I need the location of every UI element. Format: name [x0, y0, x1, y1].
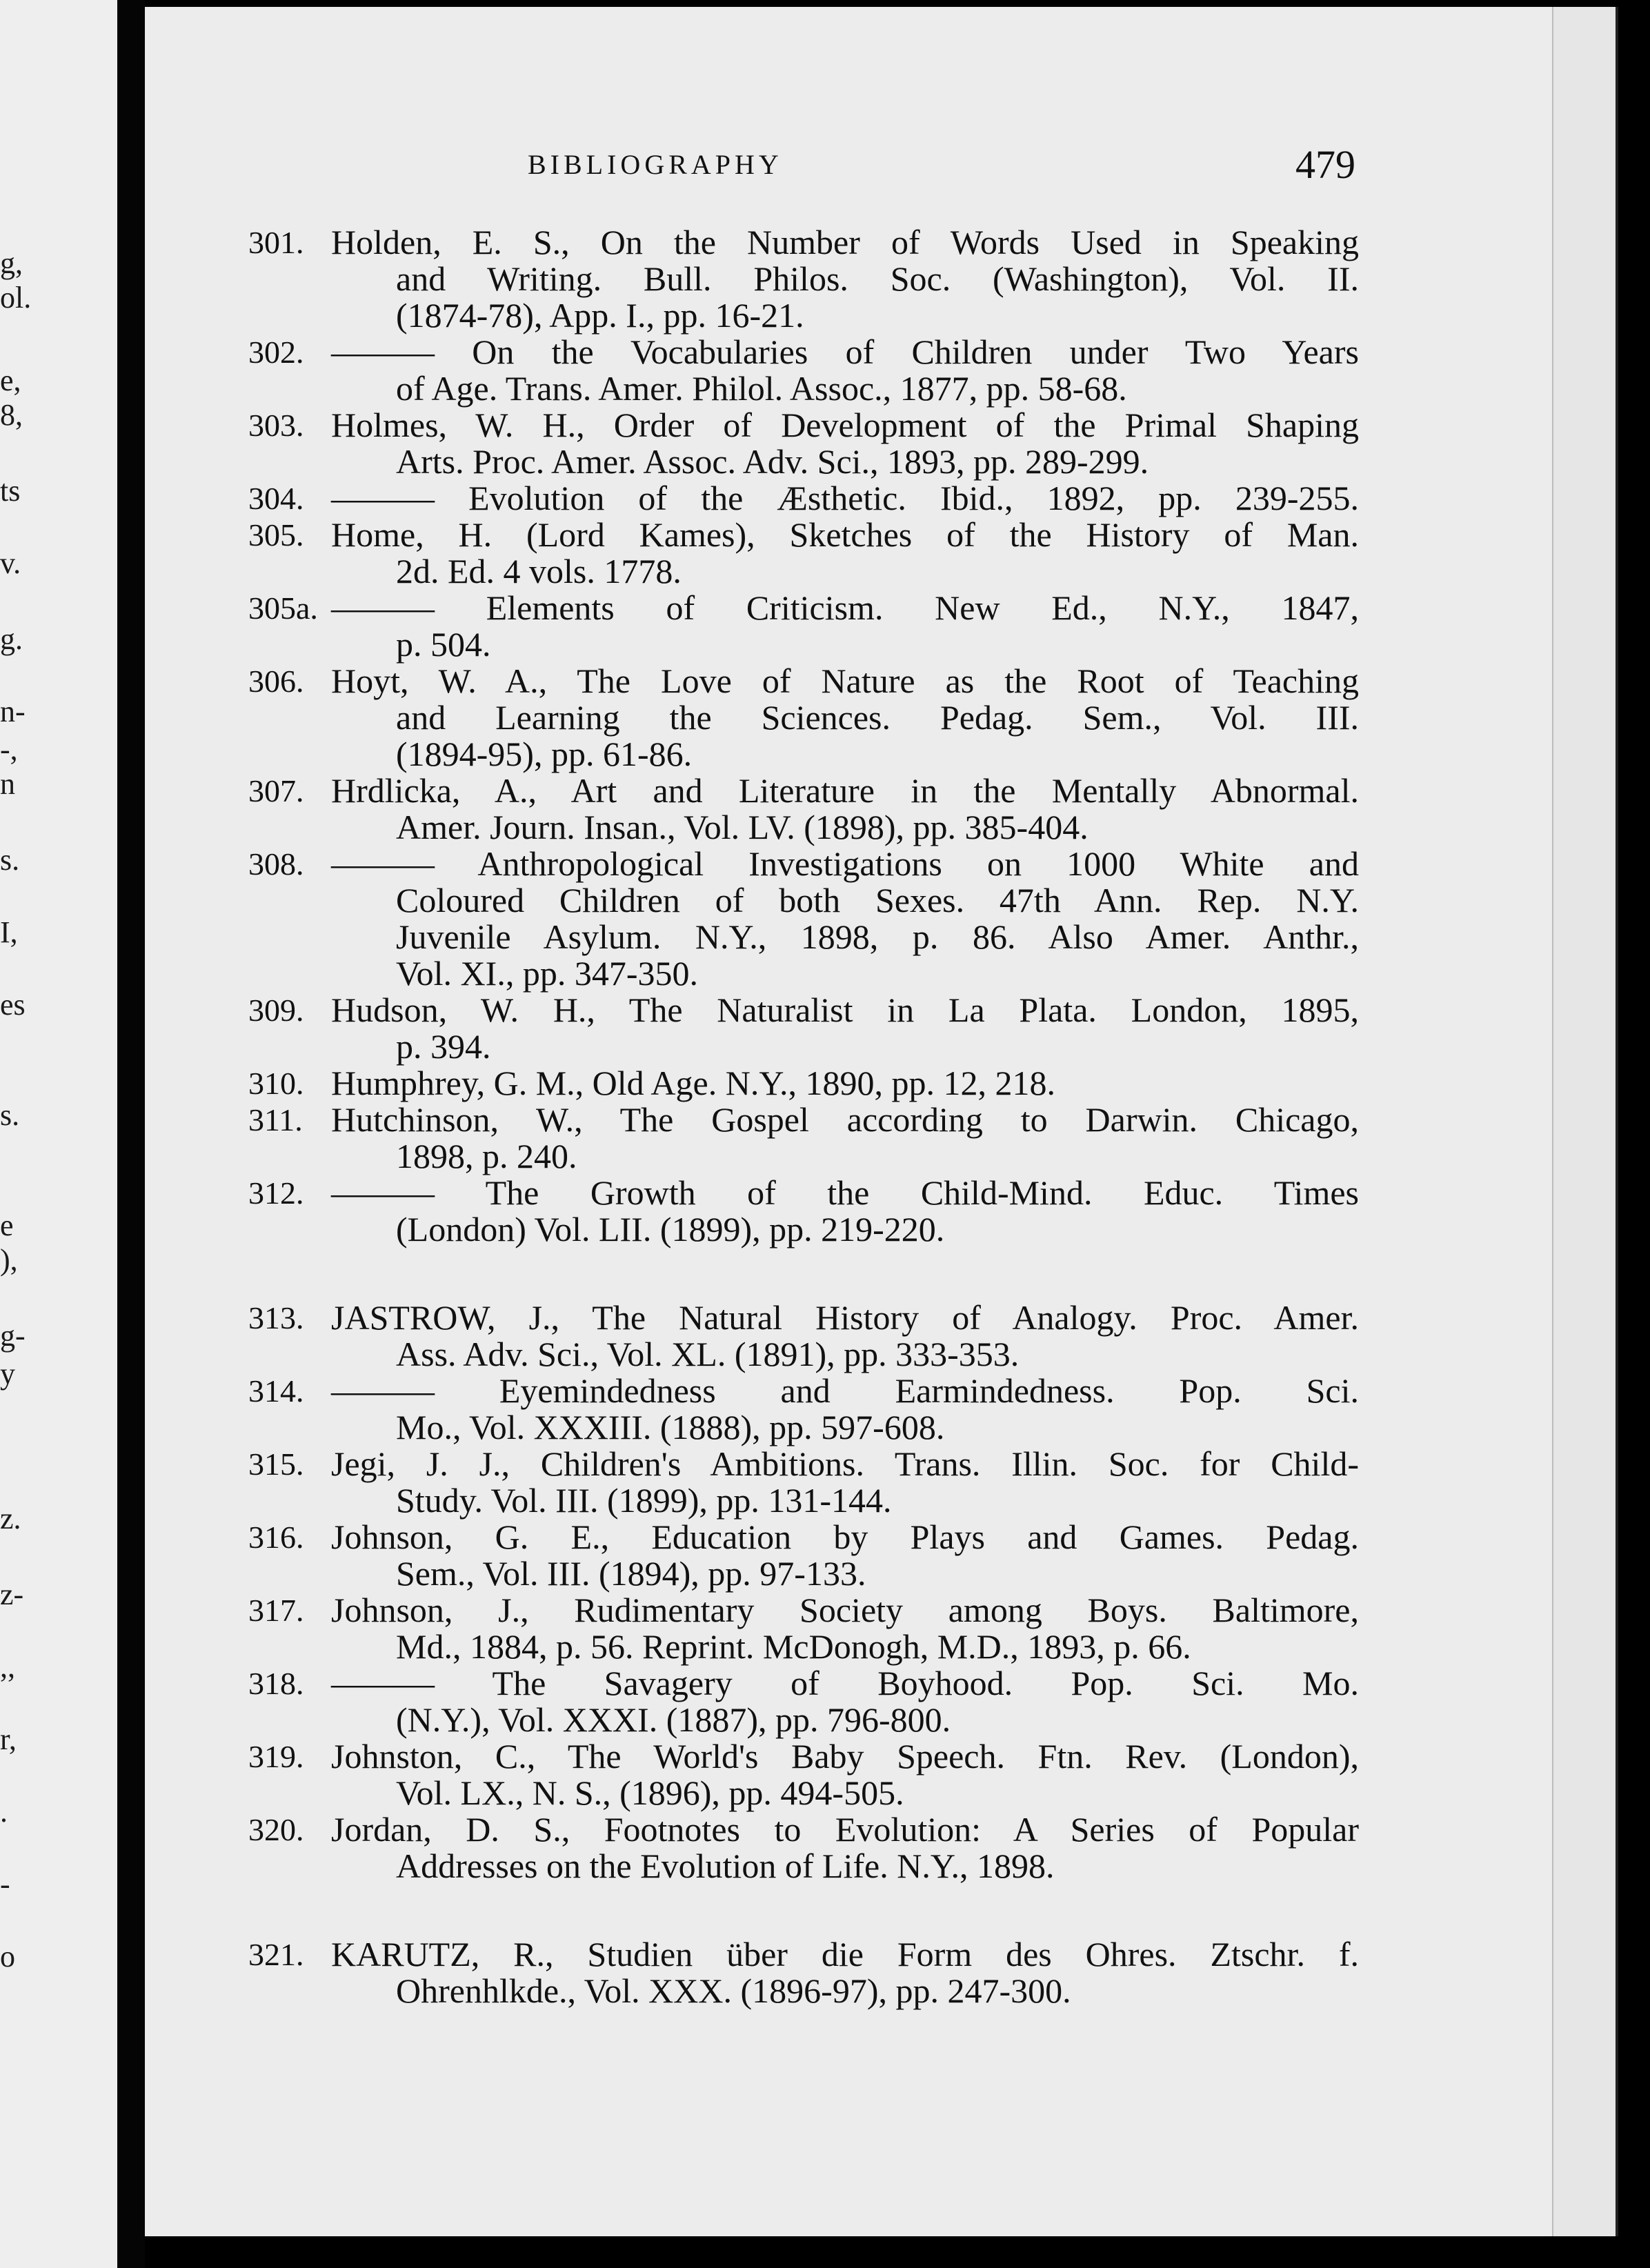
facing-page-edge [0, 0, 117, 2268]
entry-line: ——— Eyemindedness and Earmindedness. Pop. Sci. [331, 1371, 1359, 1410]
entry-line: Vol. LX., N. S., (1896), pp. 494-505. [396, 1773, 904, 1812]
entry-line: Juvenile Asylum. N.Y., 1898, p. 86. Also Amer. Anthr., [396, 917, 1359, 956]
bibliography-entry [248, 1298, 1359, 1373]
facing-page-fragment: v. [0, 546, 21, 580]
entry-number: 310. [248, 1066, 304, 1101]
entry-line: Ass. Adv. Sci., Vol. XL. (1891), pp. 333-353. [396, 1335, 1020, 1373]
bibliography-entry [248, 588, 1359, 664]
entry-line: and Writing. Bull. Philos. Soc. (Washington), Vol. II. [396, 259, 1359, 298]
facing-page-fragment: 8, [0, 398, 23, 432]
entry-line: Coloured Children of both Sexes. 47th Ann. Rep. N.Y. [396, 881, 1359, 919]
facing-page-fragment: z- [0, 1578, 24, 1611]
entry-line: Humphrey, G. M., Old Age. N.Y., 1890, pp. 12, 218. [331, 1064, 1055, 1102]
bibliography-entry [248, 1518, 1359, 1593]
entry-line: (N.Y.), Vol. XXXI. (1887), pp. 796-800. [396, 1700, 951, 1739]
entry-line: Hudson, W. H., The Naturalist in La Plata. London, 1895, [331, 991, 1359, 1029]
facing-page-fragment: z. [0, 1502, 21, 1535]
page-fore-edge [1552, 7, 1616, 2236]
entry-line: JASTROW, J., The Natural History of Analogy. Proc. Amer. [331, 1298, 1359, 1337]
bibliography-entry [248, 1935, 1359, 2010]
entry-number: 321. [248, 1937, 304, 1972]
bibliography-entry [248, 662, 1359, 773]
bibliography-list [248, 223, 1359, 2010]
entry-line: (London) Vol. LII. (1899), pp. 219-220. [396, 1210, 945, 1249]
facing-page-fragment: e [0, 1208, 14, 1242]
entry-line: Vol. XI., pp. 347-350. [396, 954, 698, 993]
section-gap [255, 1884, 1359, 1936]
entry-line: p. 394. [396, 1027, 491, 1066]
section-gap [255, 1248, 1359, 1300]
bibliography-entry [248, 1100, 1359, 1175]
entry-line: Holden, E. S., On the Number of Words Used in Speaking [331, 223, 1359, 261]
facing-page-fragment: s. [0, 843, 20, 877]
bibliography-entry [248, 771, 1359, 846]
facing-page-fragment: ts [0, 474, 21, 508]
bibliography-entry [248, 479, 1359, 517]
facing-page-fragment: n- [0, 695, 26, 728]
entry-number: 302. [248, 335, 304, 370]
entry-line: ——— On the Vocabularies of Children under Two Years [331, 332, 1359, 371]
entry-line: Md., 1884, p. 56. Reprint. McDonogh, M.D., 1893, p. 66. [396, 1627, 1191, 1666]
entry-line: Mo., Vol. XXXIII. (1888), pp. 597-608. [396, 1408, 945, 1446]
entry-line: ——— Anthropological Investigations on 1000 White and [331, 844, 1359, 883]
facing-page-fragment: s. [0, 1098, 20, 1132]
entry-number: 304. [248, 481, 304, 516]
running-head: BIBLIOGRAPHY [528, 149, 783, 180]
entry-line: ——— Elements of Criticism. New Ed., N.Y., 1847, [331, 588, 1359, 627]
entry-number: 311. [248, 1102, 303, 1137]
page-number: 479 [1295, 142, 1355, 187]
entry-line: Hrdlicka, A., Art and Literature in the Mentally Abnormal. [331, 771, 1359, 810]
entry-line: (1894-95), pp. 61-86. [396, 735, 693, 773]
entry-line: Johnson, G. E., Education by Plays and Games. Pedag. [331, 1518, 1359, 1556]
bibliography-entry [248, 1064, 1359, 1102]
entry-line: Amer. Journ. Insan., Vol. LV. (1898), pp. 385-404. [396, 808, 1089, 846]
entry-line: Home, H. (Lord Kames), Sketches of the History of Man. [331, 515, 1359, 554]
entry-line: Johnson, J., Rudimentary Society among Boys. Baltimore, [331, 1591, 1359, 1629]
entry-number: 320. [248, 1812, 304, 1847]
entry-line: Hoyt, W. A., The Love of Nature as the Root of Teaching [331, 662, 1359, 700]
entry-line: (1874-78), App. I., pp. 16-21. [396, 296, 804, 335]
entry-line: Jegi, J. J., Children's Ambitions. Trans. Illin. Soc. for Child- [331, 1444, 1359, 1483]
facing-page-fragment: ,, [0, 1650, 15, 1684]
entry-line: 1898, p. 240. [396, 1137, 577, 1175]
bibliography-entry [248, 1737, 1359, 1812]
entry-line: KARUTZ, R., Studien über die Form des Ohres. Ztschr. f. [331, 1935, 1359, 1973]
entry-number: 303. [248, 408, 304, 443]
entry-number: 306. [248, 664, 304, 699]
facing-page-fragment: ol. [0, 281, 32, 315]
entry-number: 315. [248, 1446, 304, 1482]
entry-line: Study. Vol. III. (1899), pp. 131-144. [396, 1481, 892, 1520]
book-gutter [117, 0, 145, 2268]
bibliography-entry [248, 1371, 1359, 1446]
entry-number: 305a. [248, 590, 318, 626]
entry-number: 317. [248, 1593, 304, 1628]
entry-line: p. 504. [396, 625, 491, 664]
bibliography-entry [248, 1664, 1359, 1739]
facing-page-fragment: r, [0, 1722, 17, 1756]
entry-line: ——— The Savagery of Boyhood. Pop. Sci. Mo. [331, 1664, 1359, 1702]
entry-line: and Learning the Sciences. Pedag. Sem., Vol. III. [396, 698, 1359, 737]
facing-page-fragment: I, [0, 915, 18, 949]
entry-line: Sem., Vol. III. (1894), pp. 97-133. [396, 1554, 866, 1593]
facing-page-fragment: es [0, 988, 26, 1022]
bibliography-entry [248, 223, 1359, 335]
entry-line: ——— The Growth of the Child-Mind. Educ. Times [331, 1173, 1359, 1212]
bibliography-entry [248, 991, 1359, 1066]
facing-page-fragment: ), [0, 1243, 18, 1277]
bibliography-entry [248, 406, 1359, 481]
bibliography-entry [248, 1591, 1359, 1666]
entry-number: 314. [248, 1373, 304, 1409]
facing-page-fragment: n [0, 767, 15, 801]
entry-number: 318. [248, 1666, 304, 1701]
entry-line: Addresses on the Evolution of Life. N.Y., 1898. [396, 1847, 1055, 1885]
facing-page-fragment: g. [0, 622, 23, 656]
facing-page-fragment: - [0, 1867, 10, 1901]
entry-line: Ohrenhlkde., Vol. XXX. (1896-97), pp. 247-300. [396, 1971, 1071, 2010]
entry-number: 313. [248, 1300, 304, 1335]
entry-line: Arts. Proc. Amer. Assoc. Adv. Sci., 1893, pp. 289-299. [396, 442, 1149, 481]
entry-number: 301. [248, 225, 304, 260]
entry-number: 309. [248, 993, 304, 1028]
entry-number: 307. [248, 773, 304, 808]
bibliography-entry [248, 1444, 1359, 1520]
entry-number: 319. [248, 1739, 304, 1774]
facing-page-fragment: y [0, 1357, 15, 1391]
facing-page-fragment: -, [0, 733, 18, 766]
entry-line: Holmes, W. H., Order of Development of the Primal Shaping [331, 406, 1359, 444]
entry-line: Hutchinson, W., The Gospel according to Darwin. Chicago, [331, 1100, 1359, 1139]
bibliography-entry [248, 332, 1359, 408]
facing-page-fragment: . [0, 1795, 8, 1829]
entry-line: ——— Evolution of the Æsthetic. Ibid., 1892, pp. 239-255. [331, 479, 1359, 517]
entry-number: 308. [248, 846, 304, 882]
bibliography-entry [248, 515, 1359, 590]
facing-page-fragment: g, [0, 246, 23, 280]
entry-number: 312. [248, 1175, 304, 1211]
entry-line: Johnston, C., The World's Baby Speech. Ftn. Rev. (London), [331, 1737, 1359, 1775]
facing-page-fragment: o [0, 1940, 15, 1973]
bibliography-entry [248, 844, 1359, 993]
facing-page-fragment: g- [0, 1319, 26, 1353]
entry-line: of Age. Trans. Amer. Philol. Assoc., 1877, pp. 58-68. [396, 369, 1127, 408]
entry-number: 305. [248, 517, 304, 553]
entry-line: Jordan, D. S., Footnotes to Evolution: A Series of Popular [331, 1810, 1359, 1849]
bibliography-entry [248, 1173, 1359, 1249]
facing-page-fragment: e, [0, 364, 21, 397]
bibliography-entry [248, 1810, 1359, 1885]
entry-number: 316. [248, 1520, 304, 1555]
entry-line: 2d. Ed. 4 vols. 1778. [396, 552, 682, 590]
